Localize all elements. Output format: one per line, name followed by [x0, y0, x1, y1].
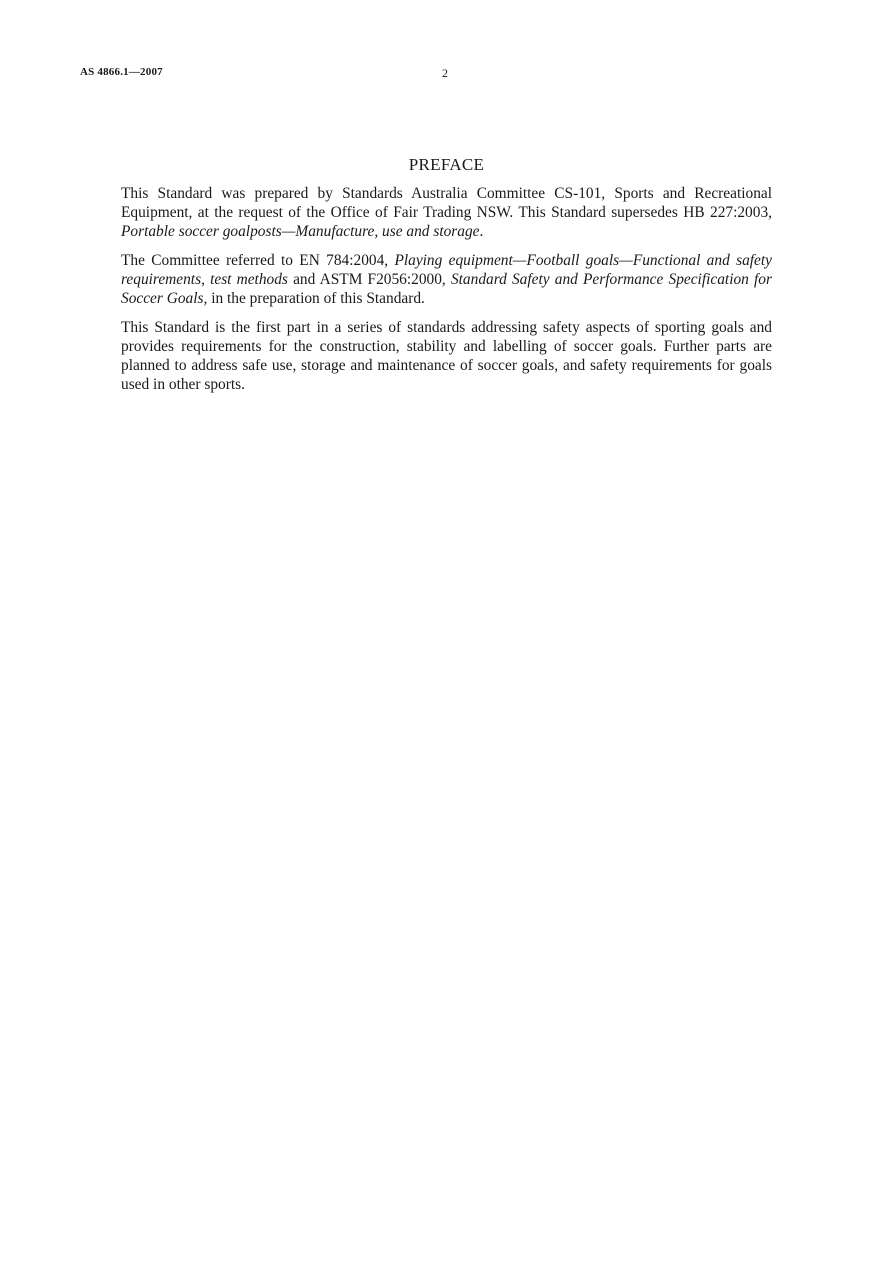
paragraph-3-text-1: This Standard is the first part in a series of standards addressing safety aspects of sporting goals and provides requirements for the construction, stability and labelling of soccer goals. Further parts are planned to address safe use, storage and maintenance of soccer goals, and safety requirements for goals used in other sports. [121, 319, 772, 393]
paragraph-2-text-3: in the preparation of this Standard. [207, 290, 425, 307]
paragraph-1-italic-title: Portable soccer goalposts—Manufacture, use and storage [121, 223, 480, 240]
paragraph-1-text-1: This Standard was prepared by Standards Australia Committee CS-101, Sports and Recreational Equipment, at the request of the Office of Fair Trading NSW. This Standard supersedes HB 227:2003, [121, 185, 772, 221]
paragraph-1 [121, 184, 772, 241]
paragraph-2 [121, 251, 772, 308]
paragraph-1-text-2: . [479, 223, 484, 240]
section-title: PREFACE [408, 155, 485, 174]
page-header [80, 66, 812, 84]
document-id: AS 4866.1—2007 [80, 66, 163, 78]
paragraph-2-text-1: The Committee referred to EN 784:2004, [121, 252, 395, 269]
paragraph-2-text-2: and ASTM F2056:2000, [287, 271, 451, 288]
paragraph-2-italic-title-2: Standard Safety and Performance Specification for Soccer Goals, [121, 271, 772, 307]
paragraph-3 [121, 318, 772, 394]
paragraph-2-italic-title-1: Playing equipment—Football goals—Functional and safety requirements, test methods [121, 252, 772, 288]
page-number: 2 [442, 66, 448, 80]
preface-section [121, 155, 772, 404]
